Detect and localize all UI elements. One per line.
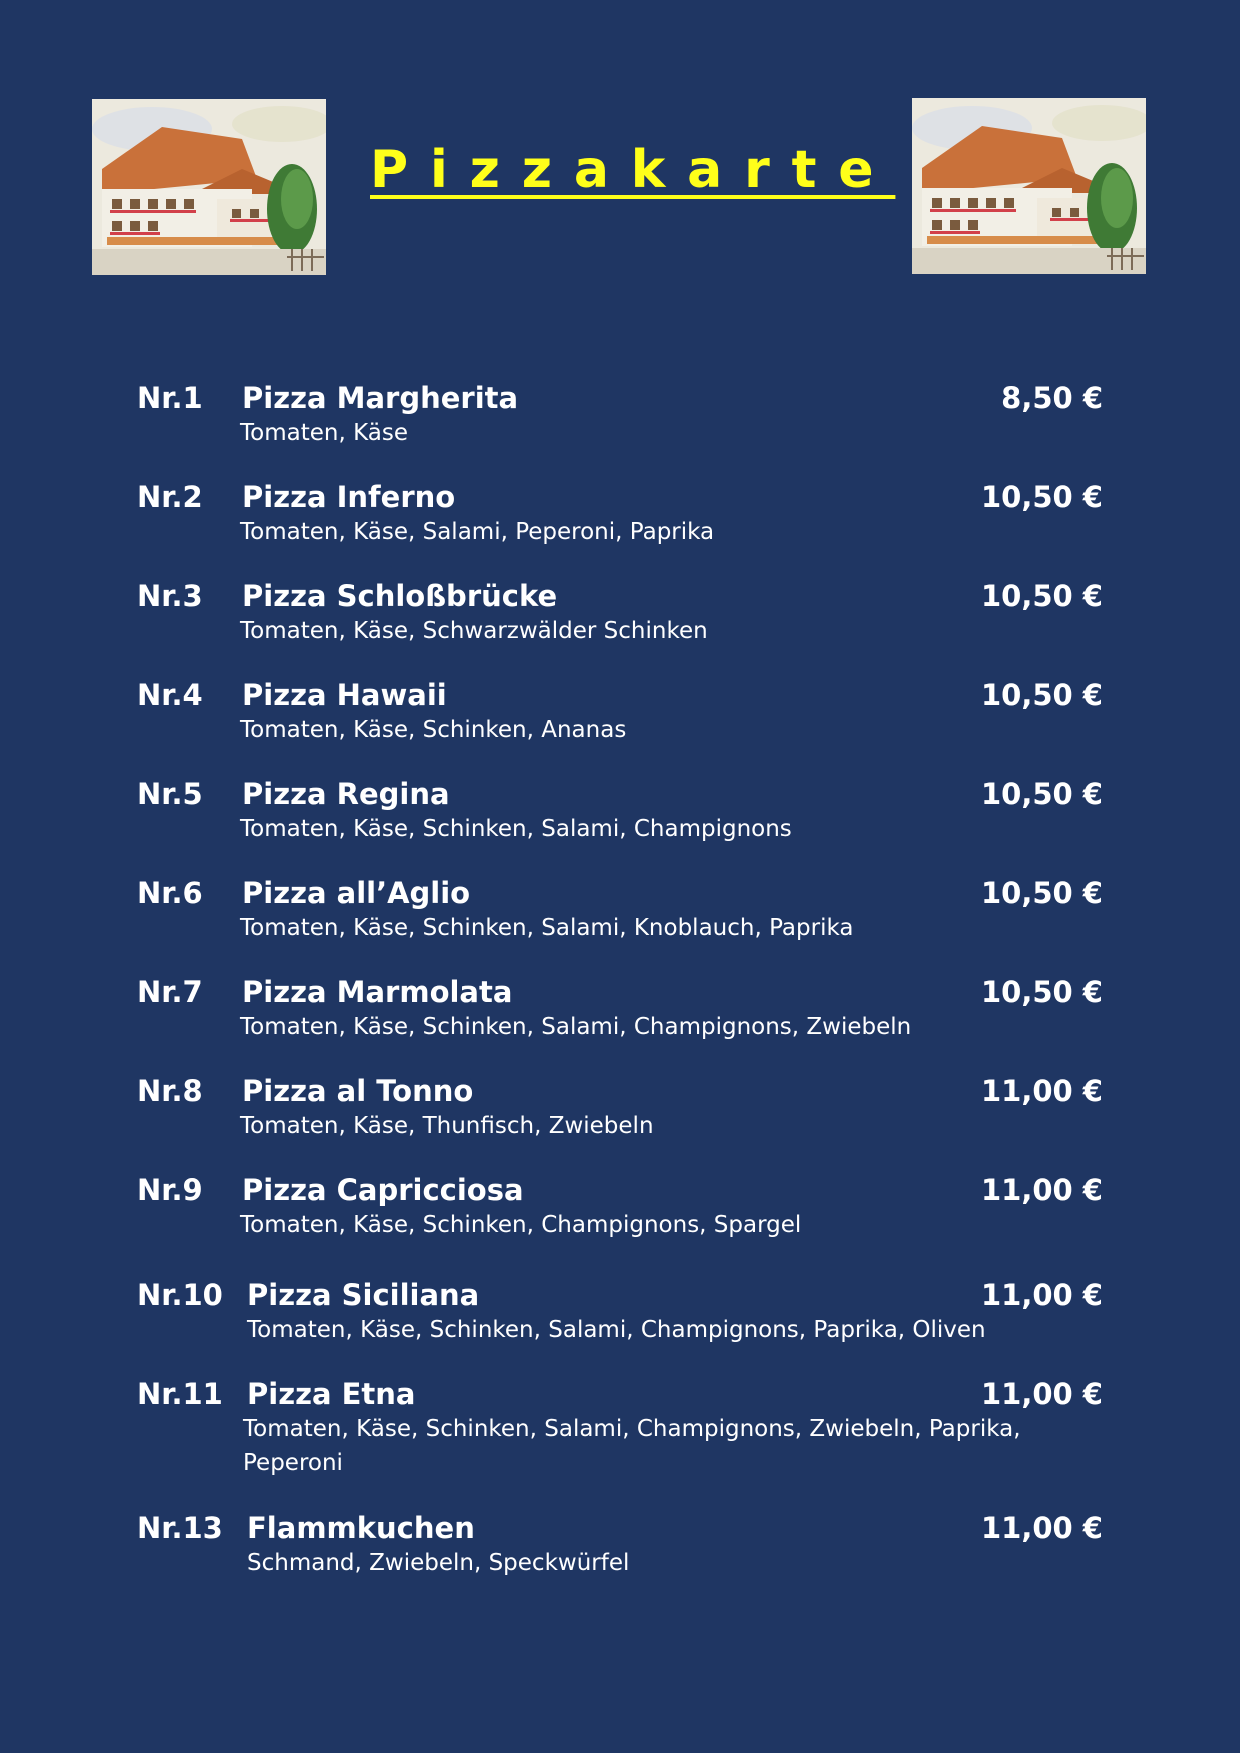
item-description: Tomaten, Käse, Schinken, Ananas (240, 717, 627, 743)
item-price: 11,00 € (980, 1173, 1103, 1207)
item-name: Flammkuchen (247, 1511, 475, 1545)
item-name: Pizza Capricciosa (242, 1173, 524, 1207)
item-name: Pizza al Tonno (242, 1074, 474, 1108)
item-description: Tomaten, Käse, Schwarzwälder Schinken (240, 618, 708, 644)
item-number: Nr.1 (137, 381, 203, 415)
item-name: Pizza Regina (242, 777, 450, 811)
item-description: Tomaten, Käse, Schinken, Salami, Champignons, Paprika, Oliven (247, 1317, 986, 1343)
item-description: Schmand, Zwiebeln, Speckwürfel (247, 1550, 630, 1576)
item-price: 10,50 € (980, 876, 1103, 910)
item-number: Nr.6 (137, 876, 203, 910)
item-name: Pizza Marmolata (242, 975, 513, 1009)
item-price: 10,50 € (980, 480, 1103, 514)
item-description: Tomaten, Käse, Schinken, Salami, Knoblauch, Paprika (240, 915, 854, 941)
item-name: Pizza Hawaii (242, 678, 447, 712)
item-name: Pizza Margherita (242, 381, 519, 415)
item-number: Nr.7 (137, 975, 203, 1009)
item-number: Nr.13 (137, 1511, 223, 1545)
item-number: Nr.2 (137, 480, 203, 514)
item-number: Nr.5 (137, 777, 203, 811)
page-title: Pizzakarte (370, 140, 896, 200)
item-number: Nr.10 (137, 1278, 223, 1312)
item-price: 10,50 € (980, 777, 1103, 811)
item-price: 10,50 € (980, 579, 1103, 613)
item-price: 11,00 € (980, 1511, 1103, 1545)
item-number: Nr.11 (137, 1377, 223, 1411)
item-price: 11,00 € (980, 1074, 1103, 1108)
item-name: Pizza all’Aglio (242, 876, 471, 910)
item-price: 10,50 € (980, 975, 1103, 1009)
item-number: Nr.8 (137, 1074, 203, 1108)
item-price: 11,00 € (980, 1278, 1103, 1312)
item-price: 11,00 € (980, 1377, 1103, 1411)
item-description: Tomaten, Käse, Salami, Peperoni, Paprika (240, 519, 715, 545)
item-description: Tomaten, Käse, Schinken, Salami, Champignons, Zwiebeln (240, 1014, 912, 1040)
item-name: Pizza Schloßbrücke (242, 579, 558, 613)
item-description: Tomaten, Käse, Thunfisch, Zwiebeln (240, 1113, 654, 1139)
item-price: 10,50 € (980, 678, 1103, 712)
item-price: 8,50 € (1001, 381, 1103, 415)
item-description: Tomaten, Käse, Schinken, Champignons, Spargel (240, 1212, 802, 1238)
item-name: Pizza Etna (247, 1377, 416, 1411)
item-description: Tomaten, Käse, Schinken, Salami, Champignons, Zwiebeln, Paprika, Peperoni (243, 1416, 1021, 1476)
item-number: Nr.4 (137, 678, 203, 712)
item-name: Pizza Inferno (242, 480, 456, 514)
item-description: Tomaten, Käse, Schinken, Salami, Champignons (240, 816, 792, 842)
item-name: Pizza Siciliana (247, 1278, 480, 1312)
item-number: Nr.3 (137, 579, 203, 613)
item-number: Nr.9 (137, 1173, 203, 1207)
item-description: Tomaten, Käse (240, 420, 408, 446)
